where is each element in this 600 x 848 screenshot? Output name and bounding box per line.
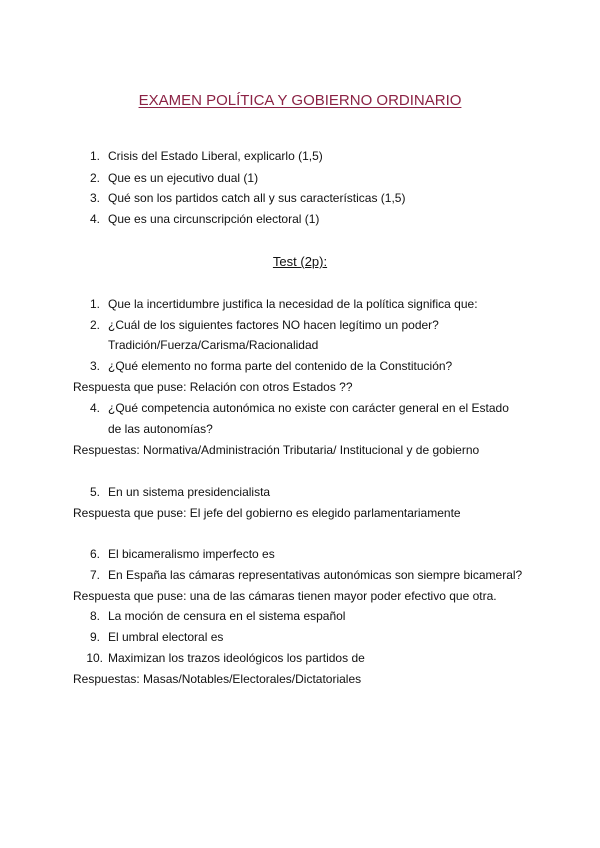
test-text: En España las cámaras representativas autonómicas son siempre bicameral? — [108, 568, 523, 582]
test-number: 10. — [86, 651, 103, 665]
test-number: 2. — [89, 318, 100, 332]
test-text: En un sistema presidencialista — [108, 485, 271, 499]
question-number: 3. — [89, 191, 100, 205]
test-number: 5. — [89, 485, 100, 499]
test-text: El umbral electoral es — [108, 630, 224, 644]
question-number: 2. — [89, 171, 100, 185]
test-number: 7. — [89, 568, 100, 582]
test-number: 3. — [89, 359, 100, 373]
test-text: Maximizan los trazos ideológicos los partidos de — [108, 651, 365, 665]
test-number: 1. — [89, 297, 100, 311]
test-number: 8. — [89, 609, 100, 623]
answer-text: Respuesta que puse: una de las cámaras tienen mayor poder efectivo que otra. — [73, 589, 497, 603]
test-text: Que la incertidumbre justifica la necesidad de la política significa que: — [108, 297, 478, 311]
exam-title: EXAMEN POLÍTICA Y GOBIERNO ORDINARIO — [138, 92, 462, 109]
test-text-line2: de las autonomías? — [108, 422, 213, 436]
question-number: 1. — [89, 149, 100, 163]
question-number: 4. — [89, 212, 100, 226]
answer-text: Respuesta que puse: Relación con otros Estados ?? — [73, 380, 353, 394]
answer-text: Respuesta que puse: El jefe del gobierno es elegido parlamentariamente — [73, 506, 461, 520]
test-text: La moción de censura en el sistema español — [108, 609, 346, 623]
test-title: Test (2p): — [272, 254, 328, 269]
question-text: Crisis del Estado Liberal, explicarlo (1,5) — [108, 149, 323, 163]
question-text: Que es una circunscripción electoral (1) — [108, 212, 320, 226]
test-number: 9. — [89, 630, 100, 644]
test-text: ¿Qué competencia autonómica no existe con carácter general en el Estado — [108, 401, 509, 415]
test-options-text: Tradición/Fuerza/Carisma/Racionalidad — [108, 338, 319, 352]
test-text: El bicameralismo imperfecto es — [108, 547, 275, 561]
question-text: Que es un ejecutivo dual (1) — [108, 171, 259, 185]
test-text: ¿Qué elemento no forma parte del contenido de la Constitución? — [108, 359, 453, 373]
test-number: 4. — [89, 401, 100, 415]
answer-text: Respuestas: Masas/Notables/Electorales/Dictatoriales — [73, 672, 362, 686]
question-text: Qué son los partidos catch all y sus características (1,5) — [108, 191, 406, 205]
test-text: ¿Cuál de los siguientes factores NO hacen legítimo un poder? — [108, 318, 439, 332]
answer-text: Respuestas: Normativa/Administración Tributaria/ Institucional y de gobierno — [73, 443, 480, 457]
test-number: 6. — [89, 547, 100, 561]
